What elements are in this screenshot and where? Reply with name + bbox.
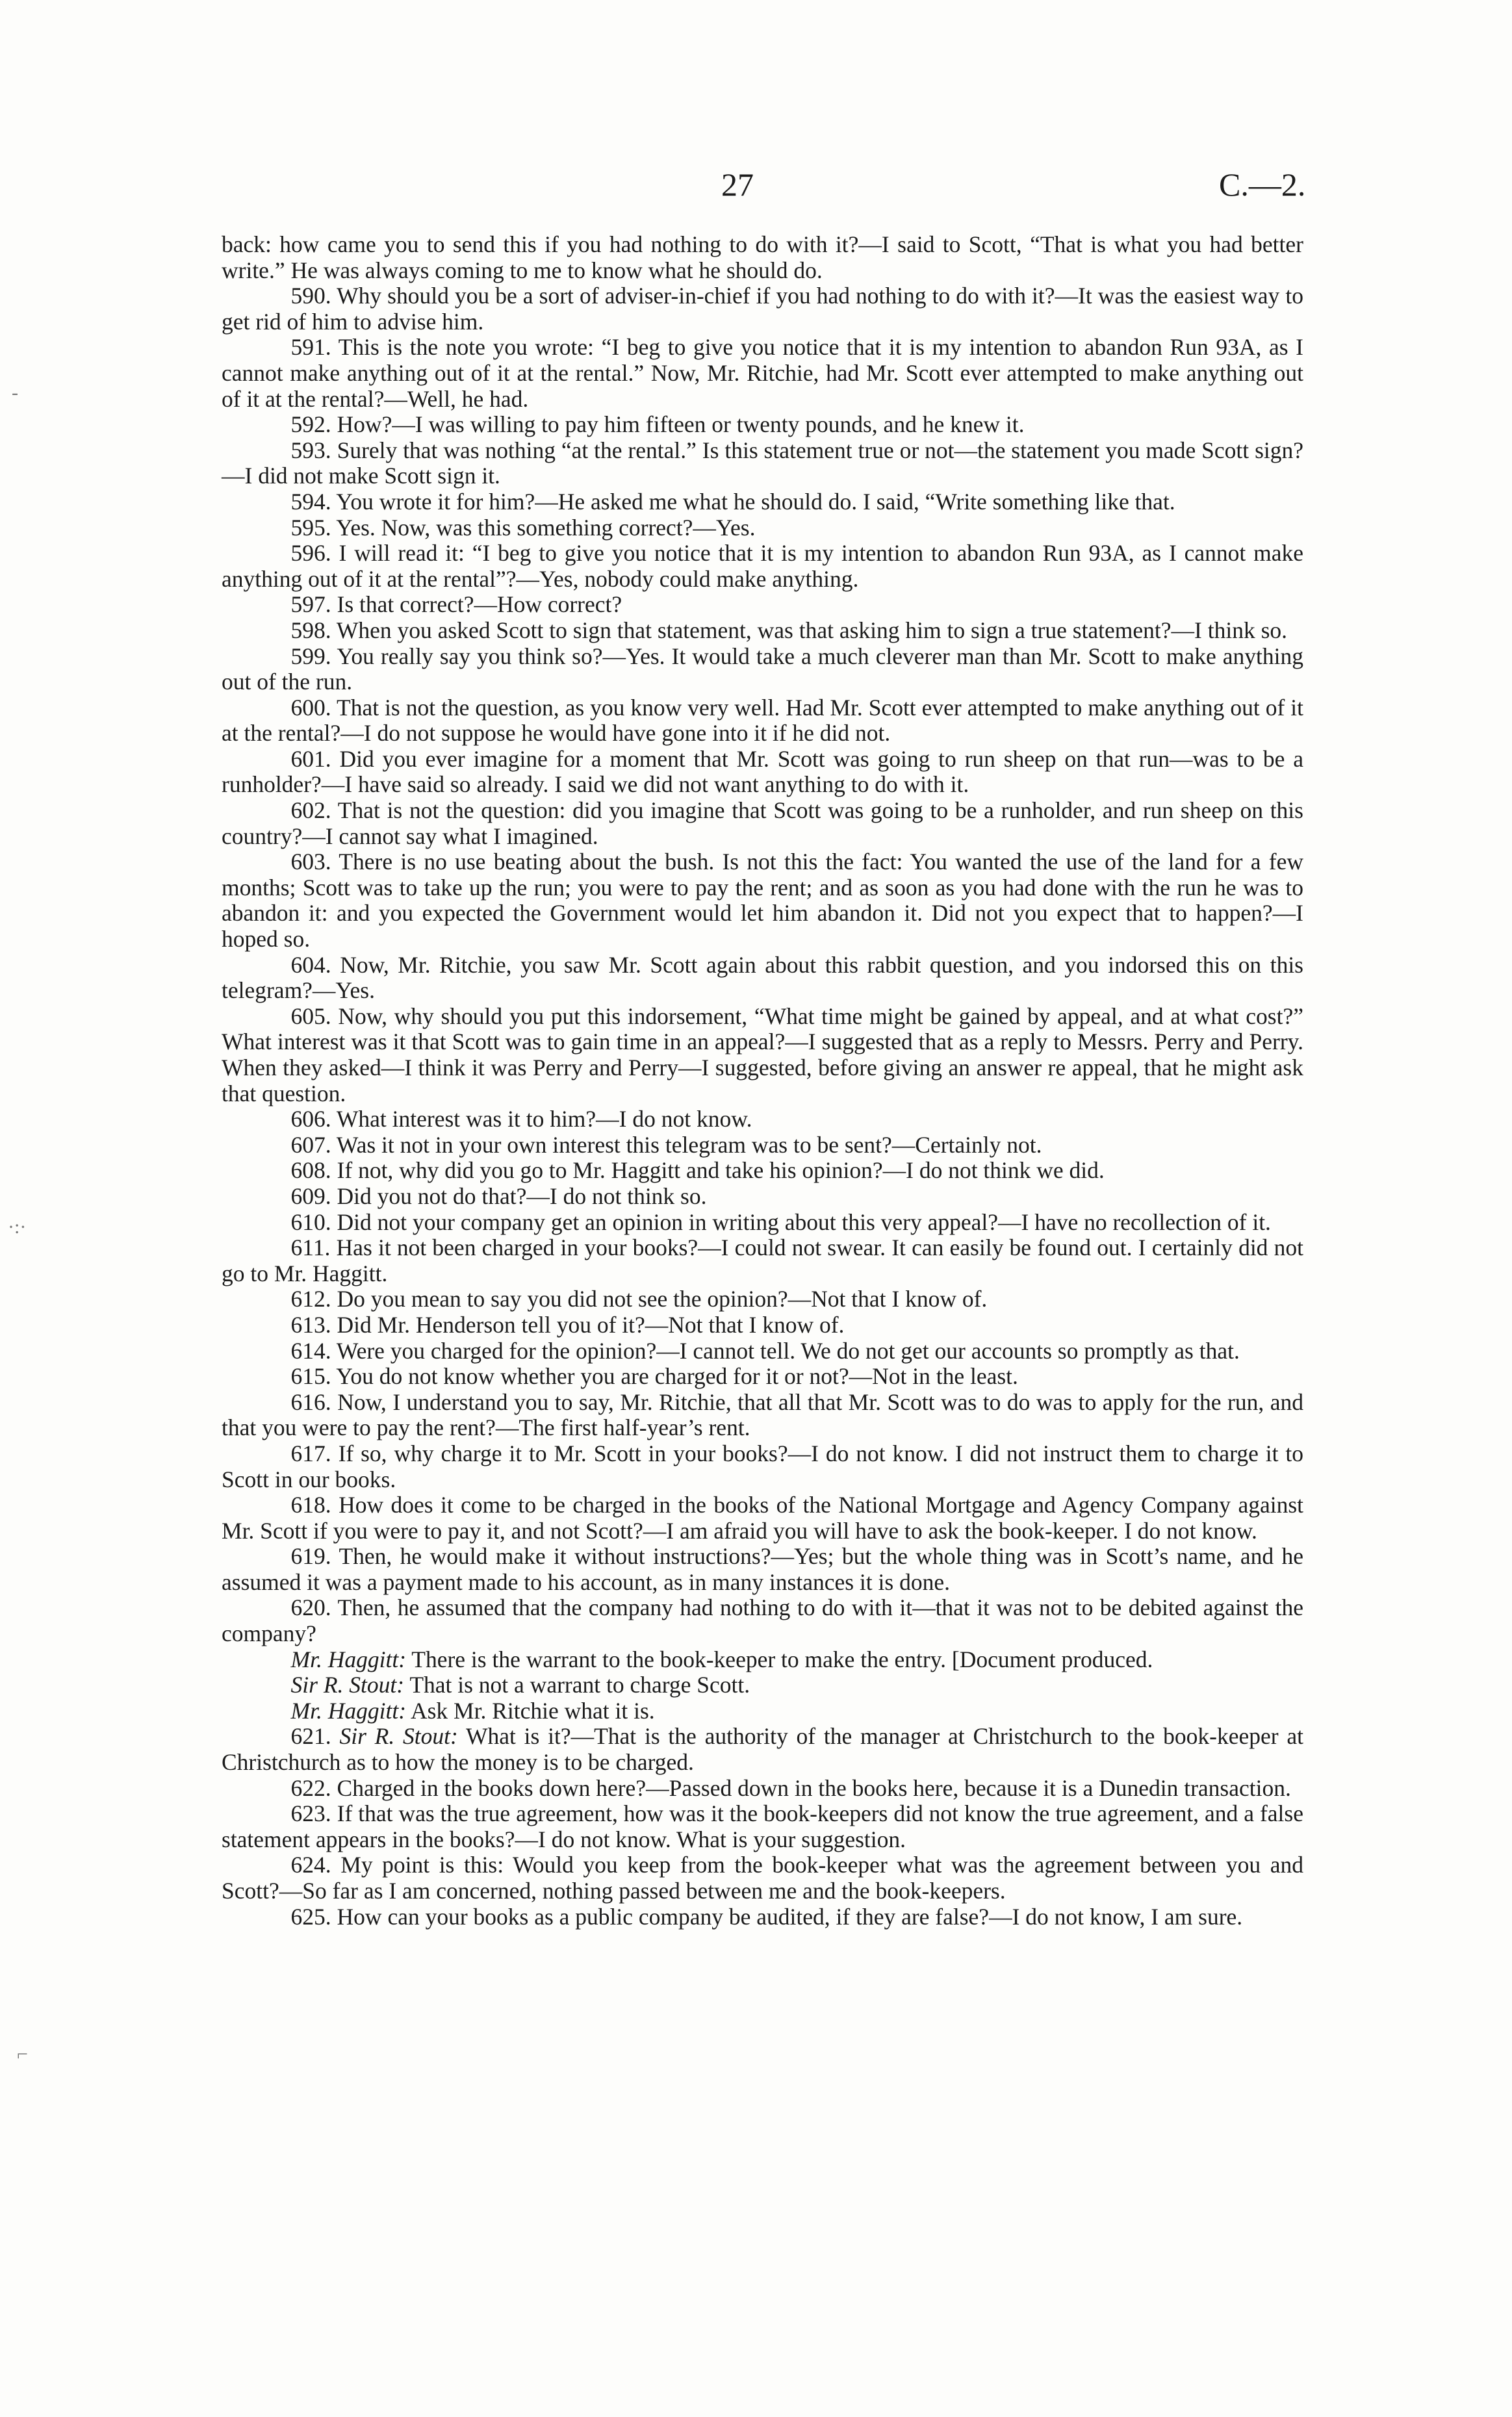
remark-stout [222, 1672, 1303, 1698]
question-599 [222, 644, 1303, 695]
paragraph-text: 617. If so, why charge it to Mr. Scott in your books?—I do not know. I did not instruct them to charge it to Scott in our books. [222, 1440, 1303, 1492]
question-609 [222, 1184, 1303, 1210]
paragraph-text: 598. When you asked Scott to sign that statement, was that asking him to sign a true statement?—I think so. [290, 617, 1288, 643]
question-619 [222, 1544, 1303, 1595]
question-601 [222, 747, 1303, 798]
paragraph-text: 599. You really say you think so?—Yes. It would take a much cleverer man than Mr. Scott to make anything out of the run. [222, 643, 1303, 695]
paragraph-text: 619. Then, he would make it without instructions?—Yes; but the whole thing was in Scott’s name, and he assumed it was a payment made to his account, as in many instances it is done. [222, 1543, 1303, 1595]
speaker-name: Mr. Haggitt: [290, 1646, 407, 1672]
question-618 [222, 1492, 1303, 1544]
paragraph-text: 603. There is no use beating about the bush. Is not this the fact: You wanted the use of the land for a few months; Scott was to take up the run; you were to pay the rent; and as soon as you had done with the run he was to abandon it: and you expected the Government would let him abandon it. Did not you expect that to happen?—I hoped so. [222, 849, 1303, 953]
question-603 [222, 849, 1303, 952]
paragraph-text: 596. I will read it: “I beg to give you notice that it is my intention to abandon Run 93A, as I cannot make anything out of it at the rental”?—Yes, nobody could make anything. [222, 540, 1303, 592]
question-602 [222, 798, 1303, 849]
paragraph-text: 595. Yes. Now, was this something correct?—Yes. [290, 514, 756, 541]
margin-mark: ·:· [8, 1216, 27, 1238]
margin-mark: ⌐ [17, 2043, 28, 2065]
question-595 [222, 515, 1303, 541]
question-620 [222, 1595, 1303, 1646]
paragraph-text: 620. Then, he assumed that the company had nothing to do with it—that it was not to be debited against the company? [222, 1594, 1303, 1647]
paragraph-text: 601. Did you ever imagine for a moment that Mr. Scott was going to run sheep on that run—was to be a runholder?—I have said so already. I said we did not want anything to do with it. [222, 745, 1303, 798]
paragraph-text: 605. Now, why should you put this indorsement, “What time might be gained by appeal, and at what cost?” What interest was it that Scott was to gain time in an appeal?—I suggested that as a reply to Messrs. Perry and Perry. When they asked—I think it was Perry and Perry—I suggested, before giving an answer re appeal, that he might ask that question. [222, 1003, 1303, 1106]
paragraph-text: 607. Was it not in your own interest this telegram was to be sent?—Certainly not. [290, 1131, 1042, 1158]
question-606 [222, 1106, 1303, 1132]
question-624 [222, 1852, 1303, 1904]
speaker-name: Sir R. Stout: [290, 1672, 405, 1698]
paragraph-continuation [222, 232, 1303, 283]
paragraph-text: 623. If that was the true agreement, how was it the book-keepers did not know the true agreement, and a false statement appears in the books?—I do not know. What is your suggestion. [222, 1800, 1303, 1852]
paragraph-text: What is it?—That is the authority of the manager at Christchurch to the book-keeper at Christchurch as to how the money is to be charged. [222, 1723, 1304, 1776]
paragraph-text: 597. Is that correct?—How correct? [290, 591, 622, 618]
paragraph-text: 611. Has it not been charged in your books?—I could not swear. It can easily be found out. I certainly did not go to Mr. Haggitt. [222, 1234, 1303, 1286]
question-600 [222, 695, 1303, 747]
question-608 [222, 1158, 1303, 1184]
question-590 [222, 283, 1303, 335]
question-607 [222, 1132, 1303, 1158]
paragraph-text: 614. Were you charged for the opinion?—I cannot tell. We do not get our accounts so promptly as that. [290, 1337, 1240, 1364]
question-591 [222, 335, 1303, 412]
margin-mark: - [12, 382, 18, 403]
question-number: 621. [290, 1723, 340, 1750]
question-597 [222, 592, 1303, 618]
question-610 [222, 1210, 1303, 1236]
remark-haggitt [222, 1647, 1303, 1673]
question-614 [222, 1338, 1303, 1364]
question-593 [222, 438, 1303, 489]
paragraph-text: 609. Did you not do that?—I do not think so. [290, 1183, 707, 1209]
paragraph-text: 624. My point is this: Would you keep from the book-keeper what was the agreement between you and Scott?—So far as I am concerned, nothing passed between me and the book-keepers. [222, 1852, 1303, 1904]
question-605 [222, 1004, 1303, 1106]
paragraph-text: 590. Why should you be a sort of adviser-in-chief if you had nothing to do with it?—It was the easiest way to get rid of him to advise him. [222, 283, 1303, 335]
paragraph-text: There is the warrant to the book-keeper to make the entry. [Document produced. [406, 1646, 1153, 1672]
question-598 [222, 618, 1303, 644]
paragraph-text: Ask Mr. Ritchie what it is. [406, 1697, 655, 1724]
paragraph-text: 615. You do not know whether you are charged for it or not?—Not in the least. [290, 1363, 1018, 1390]
paragraph-text: back: how came you to send this if you had nothing to do with it?—I said to Scott, “That is what you had better write.” He was always coming to me to know what he should do. [222, 231, 1303, 283]
paragraph-text: 613. Did Mr. Henderson tell you of it?—Not that I know of. [290, 1311, 845, 1338]
remark-haggitt [222, 1698, 1303, 1724]
speaker-name: Mr. Haggitt: [290, 1697, 407, 1724]
question-596 [222, 541, 1303, 592]
question-611 [222, 1235, 1303, 1286]
question-592 [222, 412, 1303, 438]
question-623 [222, 1801, 1303, 1852]
question-616 [222, 1390, 1303, 1441]
paragraph-text: 602. That is not the question: did you imagine that Scott was going to be a runholder, and run sheep on this country?—I cannot say what I imagined. [222, 797, 1303, 849]
transcript-body [222, 232, 1303, 1930]
paragraph-text: 592. How?—I was willing to pay him fifteen or twenty pounds, and he knew it. [290, 411, 1025, 438]
paragraph-text: 594. You wrote it for him?—He asked me what he should do. I said, “Write something like that. [290, 488, 1175, 515]
page-number: 27 [721, 166, 754, 203]
page-header [0, 166, 1512, 211]
paragraph-text: That is not a warrant to charge Scott. [404, 1672, 750, 1698]
paragraph-text: 610. Did not your company get an opinion in writing about this very appeal?—I have no recollection of it. [290, 1208, 1271, 1235]
question-622 [222, 1776, 1303, 1802]
speaker-name: Sir R. Stout: [339, 1723, 458, 1750]
question-604 [222, 953, 1303, 1004]
paragraph-text: 593. Surely that was nothing “at the rental.” Is this statement true or not—the statement you made Scott sign?—I did not make Scott sign it. [222, 437, 1303, 489]
paragraph-text: 622. Charged in the books down here?—Passed down in the books here, because it is a Dunedin transaction. [290, 1774, 1291, 1801]
question-621 [222, 1724, 1303, 1775]
question-612 [222, 1286, 1303, 1312]
question-594 [222, 489, 1303, 515]
paragraph-text: 606. What interest was it to him?—I do not know. [290, 1106, 752, 1132]
question-625 [222, 1904, 1303, 1930]
paragraph-text: 618. How does it come to be charged in the books of the National Mortgage and Agency Company against Mr. Scott if you were to pay it, and not Scott?—I am afraid you will have to ask the book-keeper. I do not know. [222, 1492, 1303, 1544]
paragraph-text: 591. This is the note you wrote: “I beg to give you notice that it is my intention to abandon Run 93A, as I cannot make anything out of it at the rental.” Now, Mr. Ritchie, had Mr. Scott ever attempted to make anything out of it at the rental?—Well, he had. [222, 334, 1303, 412]
paragraph-text: 616. Now, I understand you to say, Mr. Ritchie, that all that Mr. Scott was to do was to apply for the run, and that you were to pay the rent?—The first half-year’s rent. [222, 1388, 1303, 1441]
paragraph-text: 625. How can your books as a public company be audited, if they are false?—I do not know, I am sure. [290, 1903, 1243, 1930]
paragraph-text: 612. Do you mean to say you did not see the opinion?—Not that I know of. [290, 1286, 988, 1312]
paragraph-text: 600. That is not the question, as you know very well. Had Mr. Scott ever attempted to make anything out of it at the rental?—I do not suppose he would have gone into it if he did not. [222, 694, 1303, 747]
paragraph-text: 604. Now, Mr. Ritchie, you saw Mr. Scott again about this rabbit question, and you indorsed this on this telegram?—Yes. [222, 951, 1303, 1004]
document-code: C.—2. [1219, 166, 1306, 203]
paragraph-text: 608. If not, why did you go to Mr. Haggitt and take his opinion?—I do not think we did. [290, 1157, 1105, 1184]
question-613 [222, 1312, 1303, 1338]
question-617 [222, 1441, 1303, 1492]
question-615 [222, 1364, 1303, 1390]
